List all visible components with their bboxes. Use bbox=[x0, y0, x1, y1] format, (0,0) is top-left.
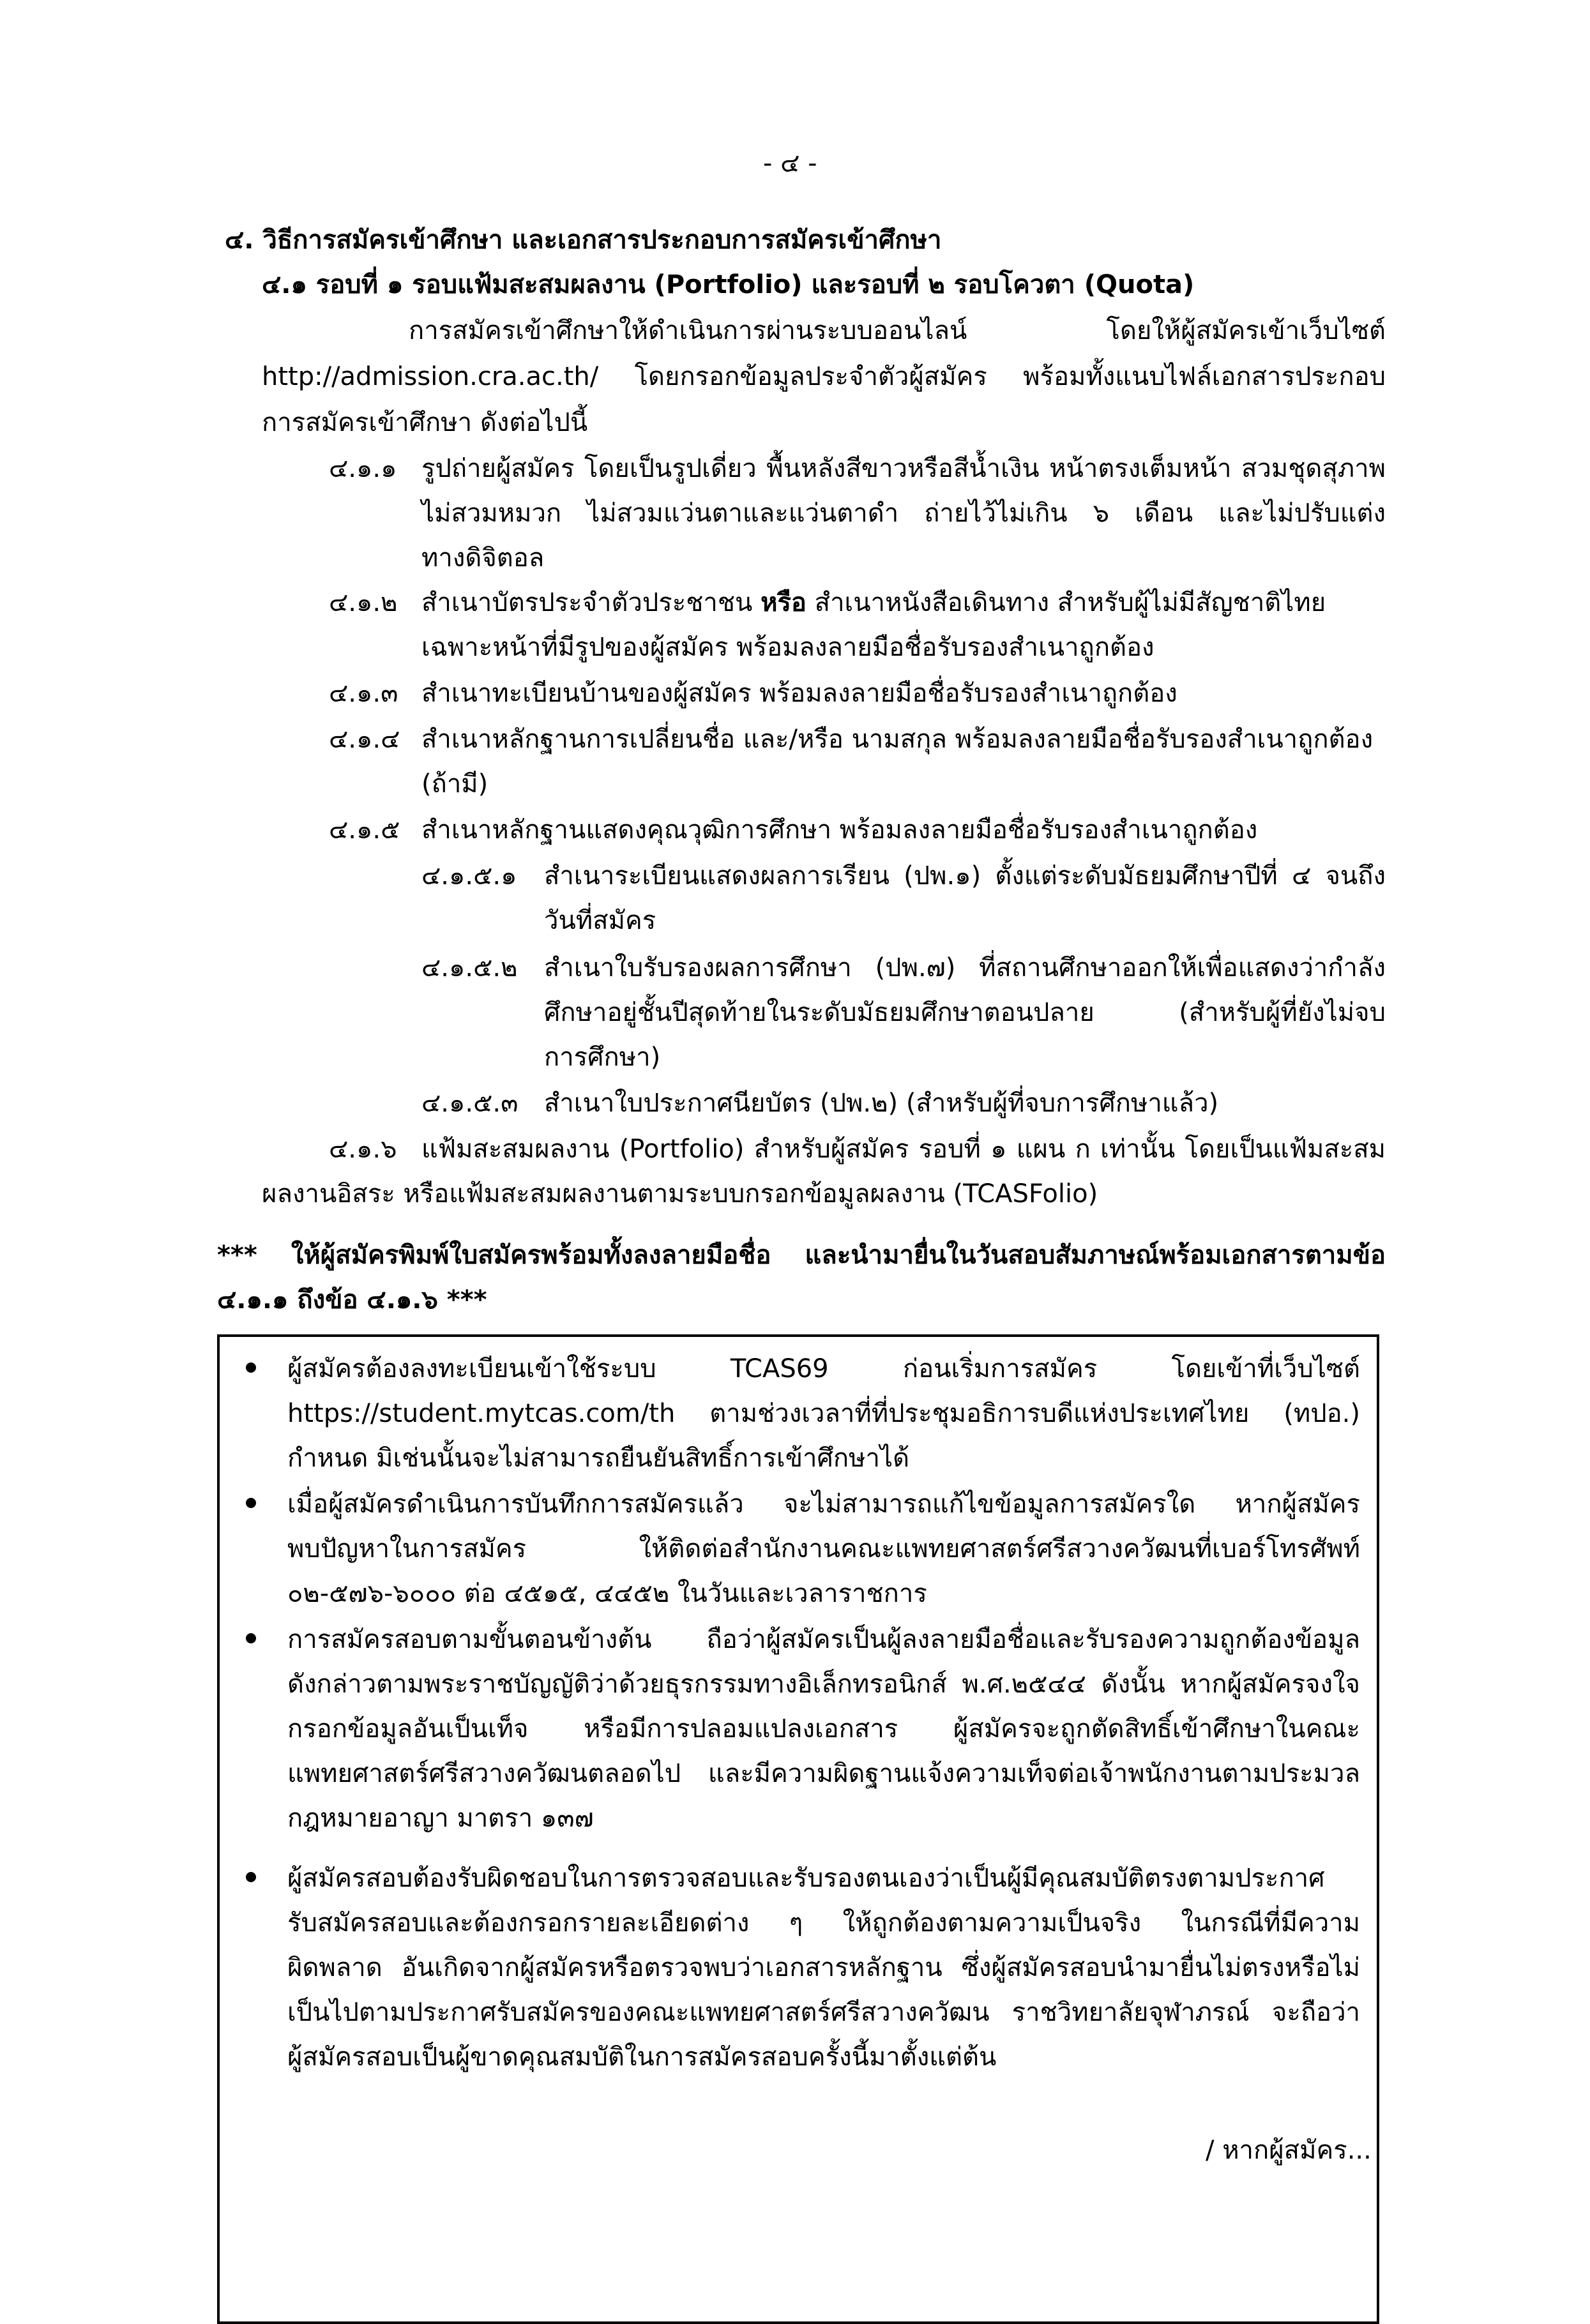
item-text-part: สำเนาบัตรประจำตัวประชาชน bbox=[421, 588, 761, 617]
note-line: https://student.mytcas.com/th ตามช่วงเวลาที่ที่ประชุมอธิการบดีแห่งประเทศไทย (ทปอ.) bbox=[287, 1399, 1360, 1428]
section-heading: ๔. วิธีการสมัครเข้าศึกษา และเอกสารประกอบการสมัครเข้าศึกษา bbox=[225, 225, 942, 255]
item-number: ๔.๑.๓ bbox=[329, 679, 398, 708]
note-line: การสมัครสอบตามขั้นตอนข้างต้น ถือว่าผู้สมัครเป็นผู้ลงลายมือชื่อและรับรองความถูกต้องข้อมูล bbox=[287, 1625, 1360, 1654]
intro-line-3: การสมัครเข้าศึกษา ดังต่อไปนี้ bbox=[262, 408, 588, 437]
subitem-number: ๔.๑.๕.๒ bbox=[421, 953, 518, 983]
bullet-icon bbox=[246, 1498, 256, 1508]
note-line: ผู้สมัครสอบเป็นผู้ขาดคุณสมบัติในการสมัครสอบครั้งนี้มาตั้งแต่ต้น bbox=[287, 2042, 997, 2072]
item-text: ไม่สวมหมวก ไม่สวมแว่นตาและแว่นตาดำ ถ่ายไว้ไม่เกิน ๖ เดือน และไม่ปรับแต่ง bbox=[421, 499, 1386, 528]
note-line: ผู้สมัครต้องลงทะเบียนเข้าใช้ระบบ TCAS69 ก่อนเริ่มการสมัคร โดยเข้าที่เว็บไซต์ bbox=[287, 1354, 1360, 1384]
note-line: ๐๒-๕๗๖-๖๐๐๐ ต่อ ๔๕๑๕, ๔๔๕๒ ในวันและเวลาราชการ bbox=[287, 1579, 927, 1608]
note-line: กำหนด มิเช่นนั้นจะไม่สามารถยืนยันสิทธิ์การเข้าศึกษาได้ bbox=[287, 1444, 910, 1473]
item-number: ๔.๑.๒ bbox=[329, 588, 398, 617]
subitem-number: ๔.๑.๕.๑ bbox=[421, 861, 517, 891]
note-line: กฎหมายอาญา มาตรา ๑๓๗ bbox=[287, 1804, 594, 1833]
item-number: ๔.๑.๖ bbox=[329, 1135, 397, 1164]
subitem-text: สำเนาใบประกาศนียบัตร (ปพ.๒) (สำหรับผู้ที่จบการศึกษาแล้ว) bbox=[544, 1089, 1219, 1118]
note-line: ดังกล่าวตามพระราชบัญญัติว่าด้วยธุรกรรมทางอิเล็กทรอนิกส์ พ.ศ.๒๕๔๔ ดังนั้น หากผู้สมัครจงใจ bbox=[287, 1670, 1360, 1699]
item-text-part: สำเนาหนังสือเดินทาง สำหรับผู้ไม่มีสัญชาติไทย bbox=[806, 588, 1326, 617]
bullet-icon bbox=[246, 1362, 256, 1373]
subitem-number: ๔.๑.๕.๓ bbox=[421, 1089, 519, 1118]
subitem-text: การศึกษา) bbox=[544, 1043, 661, 1072]
emphasis-or: หรือ bbox=[761, 588, 806, 617]
note-line: เมื่อผู้สมัครดำเนินการบันทึกการสมัครแล้ว จะไม่สามารถแก้ไขข้อมูลการสมัครใด หากผู้สมัคร bbox=[287, 1490, 1360, 1519]
note-line: กรอกข้อมูลอันเป็นเท็จ หรือมีการปลอมแปลงเอกสาร ผู้สมัครจะถูกตัดสิทธิ์เข้าศึกษาในคณะ bbox=[287, 1714, 1360, 1744]
item-text: แฟ้มสะสมผลงาน (Portfolio) สำหรับผู้สมัคร รอบที่ ๑ แผน ก เท่านั้น โดยเป็นแฟ้มสะสม bbox=[421, 1135, 1386, 1164]
notice-line-1: *** ให้ผู้สมัครพิมพ์ใบสมัครพร้อมทั้งลงลายมือชื่อ และนำมายื่นในวันสอบสัมภาษณ์พร้อมเอกสารตามข้อ bbox=[217, 1241, 1386, 1270]
notice-line-2: ๔.๑.๑ ถึงข้อ ๔.๑.๖ *** bbox=[217, 1285, 487, 1315]
item-number: ๔.๑.๔ bbox=[329, 725, 400, 754]
item-text bbox=[421, 585, 1326, 621]
note-line: แพทยศาสตร์ศรีสวางควัฒนตลอดไป และมีความผิดฐานแจ้งความเท็จต่อเจ้าพนักงานตามประมวล bbox=[287, 1759, 1360, 1788]
item-text: สำเนาทะเบียนบ้านของผู้สมัคร พร้อมลงลายมือชื่อรับรองสำเนาถูกต้อง bbox=[421, 679, 1177, 708]
note-line: เป็นไปตามประกาศรับสมัครของคณะแพทยศาสตร์ศรีสวางควัฒน ราชวิทยาลัยจุฬาภรณ์ จะถือว่า bbox=[287, 1998, 1360, 2027]
item-text: สำเนาหลักฐานแสดงคุณวุฒิการศึกษา พร้อมลงลายมือชื่อรับรองสำเนาถูกต้อง bbox=[421, 815, 1258, 845]
note-line: ผิดพลาด อันเกิดจากผู้สมัครหรือตรวจพบว่าเอกสารหลักฐาน ซึ่งผู้สมัครสอบนำมายื่นไม่ตรงหรือไม่ bbox=[287, 1953, 1360, 1982]
subitem-text: สำเนาระเบียนแสดงผลการเรียน (ปพ.๑) ตั้งแต่ระดับมัธยมศึกษาปีที่ ๔ จนถึง bbox=[544, 861, 1386, 891]
subitem-text: วันที่สมัคร bbox=[544, 906, 656, 935]
item-text: ทางดิจิตอล bbox=[421, 543, 545, 573]
intro-line-2: http://admission.cra.ac.th/ โดยกรอกข้อมูลประจำตัวผู้สมัคร พร้อมทั้งแนบไฟล์เอกสารประกอบ bbox=[262, 362, 1386, 391]
item-number: ๔.๑.๑ bbox=[329, 454, 397, 483]
bullet-icon bbox=[246, 1872, 256, 1882]
section-subheading: ๔.๑ รอบที่ ๑ รอบแฟ้มสะสมผลงาน (Portfolio) และรอบที่ ๒ รอบโควตา (Quota) bbox=[262, 270, 1195, 299]
subitem-text: สำเนาใบรับรองผลการศึกษา (ปพ.๗) ที่สถานศึกษาออกให้เพื่อแสดงว่ากำลัง bbox=[544, 953, 1386, 983]
note-line: รับสมัครสอบและต้องกรอกรายละเอียดต่าง ๆ ให้ถูกต้องตามความเป็นจริง ในกรณีที่มีความ bbox=[287, 1908, 1360, 1938]
bullet-icon bbox=[246, 1633, 256, 1643]
item-number: ๔.๑.๕ bbox=[329, 815, 400, 845]
note-line: พบปัญหาในการสมัคร ให้ติดต่อสำนักงานคณะแพทยศาสตร์ศรีสวางควัฒนที่เบอร์โทรศัพท์ bbox=[287, 1534, 1360, 1564]
page-number: - ๔ - bbox=[763, 149, 817, 178]
item-text: เฉพาะหน้าที่มีรูปของผู้สมัคร พร้อมลงลายมือชื่อรับรองสำเนาถูกต้อง bbox=[421, 633, 1155, 662]
subitem-text: ศึกษาอยู่ชั้นปีสุดท้ายในระดับมัธยมศึกษาตอนปลาย (สำหรับผู้ที่ยังไม่จบ bbox=[544, 998, 1386, 1027]
intro-line-1: การสมัครเข้าศึกษาให้ดำเนินการผ่านระบบออนไลน์ โดยให้ผู้สมัครเข้าเว็บไซต์ bbox=[409, 316, 1386, 345]
item-text: ผลงานอิสระ หรือแฟ้มสะสมผลงานตามระบบกรอกข้อมูลผลงาน (TCASFolio) bbox=[262, 1179, 1098, 1209]
note-line: ผู้สมัครสอบต้องรับผิดชอบในการตรวจสอบและรับรองตนเองว่าเป็นผู้มีคุณสมบัติตรงตามประกาศ bbox=[287, 1864, 1325, 1893]
item-text: รูปถ่ายผู้สมัคร โดยเป็นรูปเดี่ยว พื้นหลังสีขาวหรือสีน้ำเงิน หน้าตรงเต็มหน้า สวมชุดสุภาพ bbox=[421, 454, 1386, 483]
continuation-note: / หากผู้สมัคร... bbox=[1206, 2136, 1372, 2165]
item-text: สำเนาหลักฐานการเปลี่ยนชื่อ และ/หรือ นามสกุล พร้อมลงลายมือชื่อรับรองสำเนาถูกต้อง bbox=[421, 725, 1374, 754]
item-text: (ถ้ามี) bbox=[421, 769, 488, 799]
